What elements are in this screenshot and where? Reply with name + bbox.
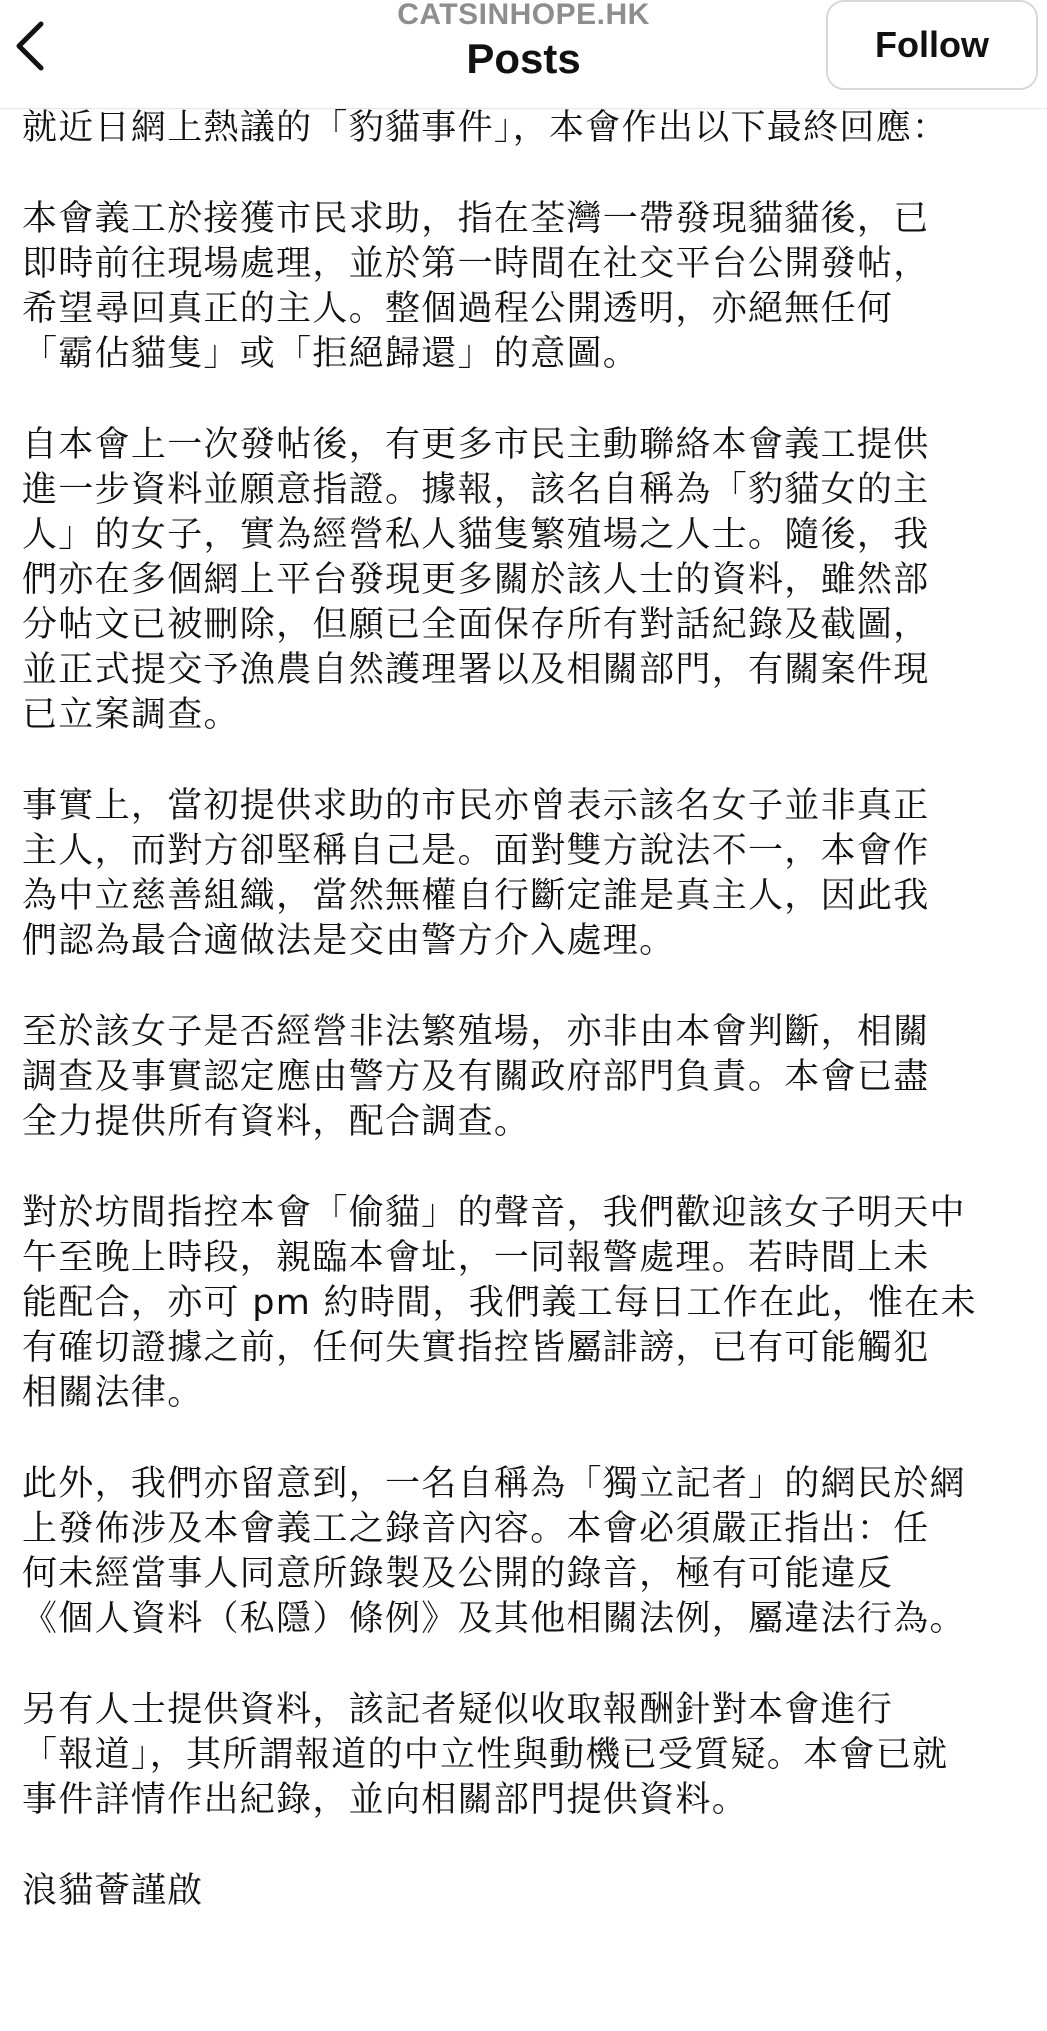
caption-line: 就近日網上熱議的「豹貓事件」，本會作出以下最終回應： — [22, 108, 949, 148]
caption-paragraph — [22, 1191, 1022, 1416]
caption-line: 自本會上一次發帖後，有更多市民主動聯絡本會義工提供 — [22, 425, 930, 465]
caption-line: 至於該女子是否經營非法繁殖場，亦非由本會判斷，相關 — [22, 1012, 930, 1052]
caption-line: 本會義工於接獲市民求助，指在荃灣一帶發現貓貓後，已 — [22, 199, 930, 239]
caption-line: 相關法律。 — [22, 1373, 204, 1413]
caption-paragraph — [22, 1688, 1022, 1823]
caption-line: 何未經當事人同意所錄製及公開的錄音，極有可能違反 — [22, 1554, 894, 1594]
caption-line: 分帖文已被刪除，但願已全面保存所有對話紀錄及截圖， — [22, 605, 930, 645]
caption-line: 事實上，當初提供求助的市民亦曾表示該名女子並非真正 — [22, 786, 930, 826]
caption-line: 有確切證據之前，任何失實指控皆屬誹謗，已有可能觸犯 — [22, 1328, 930, 1368]
caption-line: 事件詳情作出紀錄，並向相關部門提供資料。 — [22, 1780, 749, 1820]
account-handle: CATSINHOPE.HK — [397, 0, 650, 31]
caption-paragraph — [22, 197, 1022, 377]
post-signature: 浪貓薈謹啟 — [22, 1871, 204, 1911]
caption-line: 為中立慈善組織，當然無權自行斷定誰是真主人，因此我 — [22, 876, 930, 916]
caption-line: 人」的女子，實為經營私人貓隻繁殖場之人士。隨後，我 — [22, 515, 930, 555]
caption-line: 另有人士提供資料，該記者疑似收取報酬針對本會進行 — [22, 1690, 894, 1730]
post-caption — [22, 106, 1022, 1914]
caption-line: 們亦在多個網上平台發現更多關於該人士的資料，雖然部 — [22, 560, 930, 600]
caption-line: 「霸佔貓隻」或「拒絕歸還」的意圖。 — [22, 334, 640, 374]
caption-line: 希望尋回真正的主人。整個過程公開透明，亦絕無任何 — [22, 289, 894, 329]
caption-line: 已立案調查。 — [22, 695, 240, 735]
caption-line: 「報道」，其所謂報道的中立性與動機已受質疑。本會已就 — [22, 1735, 949, 1775]
caption-line: 並正式提交予漁農自然護理署以及相關部門，有關案件現 — [22, 650, 930, 690]
caption-line: 進一步資料並願意指證。據報，該名自稱為「豹貓女的主 — [22, 470, 930, 510]
caption-paragraph — [22, 1010, 1022, 1145]
caption-line: 《個人資料（私隱）條例》及其他相關法例，屬違法行為。 — [22, 1599, 966, 1639]
top-bar — [0, 0, 1047, 109]
caption-line: 調查及事實認定應由警方及有關政府部門負責。本會已盡 — [22, 1057, 930, 1097]
caption-line: 主人，而對方卻堅稱自己是。面對雙方說法不一，本會作 — [22, 831, 930, 871]
caption-line: 上發佈涉及本會義工之錄音內容。本會必須嚴正指出：任 — [22, 1509, 930, 1549]
page-title: Posts — [466, 35, 581, 82]
caption-line: 們認為最合適做法是交由警方介入處理。 — [22, 921, 676, 961]
caption-line: 能配合，亦可 pm 約時間，我們義工每日工作在此，惟在未 — [22, 1283, 977, 1323]
caption-paragraph — [22, 784, 1022, 964]
caption-line: 此外，我們亦留意到，一名自稱為「獨立記者」的網民於網 — [22, 1464, 966, 1504]
caption-line: 午至晚上時段，親臨本會址，一同報警處理。若時間上未 — [22, 1238, 930, 1278]
caption-paragraph — [22, 106, 1022, 151]
caption-paragraph — [22, 423, 1022, 738]
caption-paragraphs — [22, 106, 1022, 1823]
caption-line: 全力提供所有資料，配合調查。 — [22, 1102, 531, 1142]
follow-button[interactable]: Follow — [826, 0, 1038, 90]
caption-line: 對於坊間指控本會「偷貓」的聲音，我們歡迎該女子明天中 — [22, 1193, 966, 1233]
caption-paragraph — [22, 1462, 1022, 1642]
caption-line: 即時前往現場處理，並於第一時間在社交平台公開發帖， — [22, 244, 930, 284]
